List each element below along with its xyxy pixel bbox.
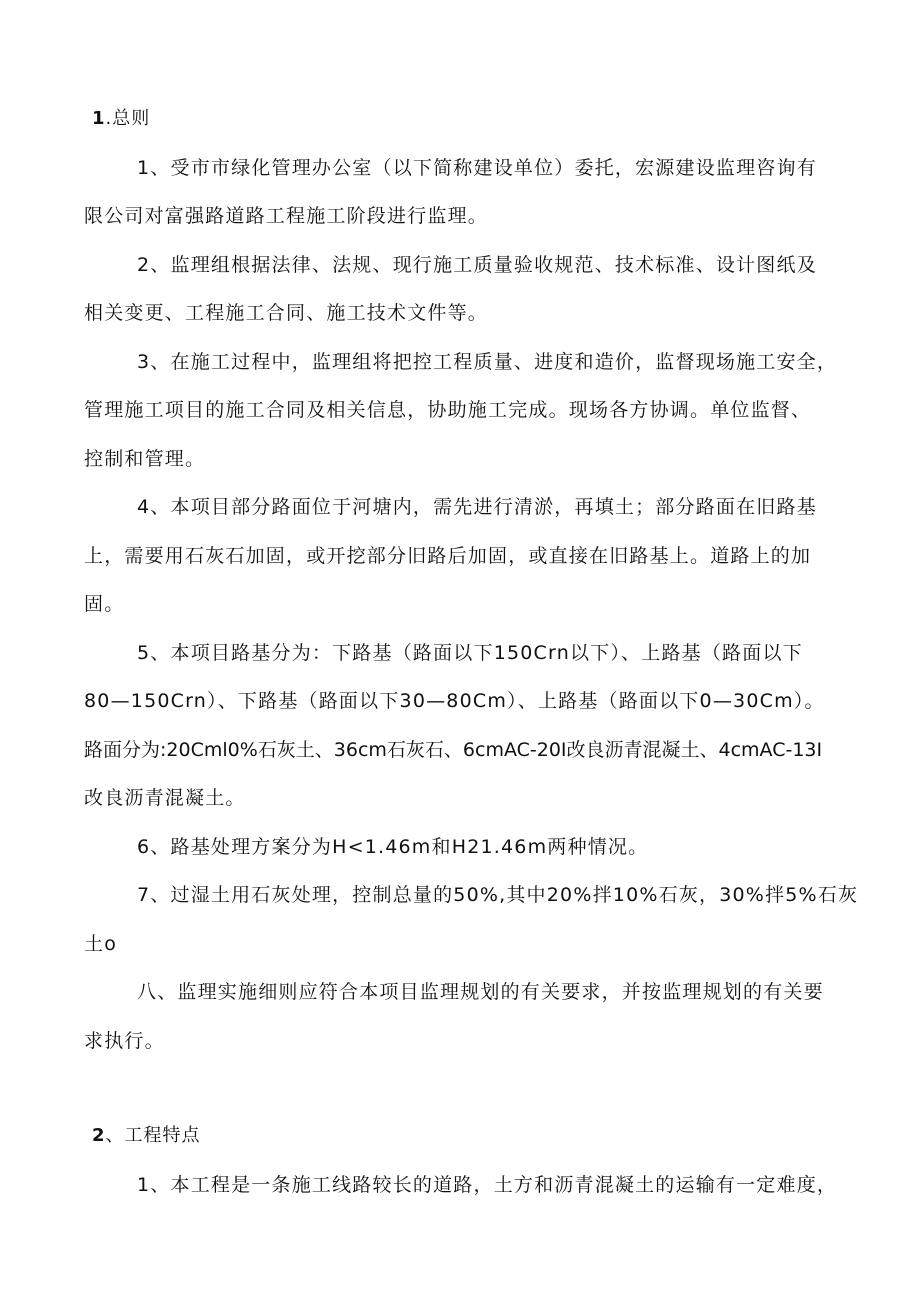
paragraph-line: 限公司对富强路道路工程施工阶段进行监理。	[84, 205, 489, 227]
paragraph-line: 固。	[84, 593, 125, 615]
paragraph-line: 1、受市市绿化管理办公室（以下简称建设单位）委托，宏源建设监理咨询有	[137, 157, 817, 179]
paragraph-line: 4、本项目部分路面位于河塘内，需先进行清淤，再填土；部分路面在旧路基	[137, 496, 817, 518]
paragraph-line: 八、监理实施细则应符合本项目监理规划的有关要求，并按监理规划的有关要	[137, 981, 824, 1003]
paragraph-line: 3、在施工过程中，监理组将把控工程质量、进度和造价，监督现场施工安全，	[137, 351, 838, 373]
paragraph-line: 土o	[84, 933, 118, 955]
paragraph-line: 6、路基处理方案分为H<1.46m和H21.46m两种情况。	[137, 836, 649, 858]
paragraph-line: 相关变更、工程施工合同、施工技术文件等。	[84, 302, 489, 324]
paragraph-line: 1、本工程是一条施工线路较长的道路，土方和沥青混凝土的运输有一定难度，	[137, 1174, 838, 1196]
paragraph-line: 80—150Crn）、下路基（路面以下30—80Cm）、上路基（路面以下0—30Cm）。	[84, 690, 825, 712]
section-1-heading	[92, 106, 150, 132]
paragraph-line: 上，需要用石灰石加固，或开挖部分旧路后加固，或直接在旧路基上。道路上的加	[84, 545, 812, 567]
section-1-title: .总则	[105, 108, 151, 129]
paragraph-line: 改良沥青混凝土。	[84, 787, 246, 809]
paragraph-line: 路面分为:20Cml0%石灰土、36cm石灰石、6cmAC-20I改良沥青混凝土、4cmAC-13I	[84, 739, 823, 761]
paragraph-line: 2、监理组根据法律、法规、现行施工质量验收规范、技术标准、设计图纸及	[137, 254, 817, 276]
paragraph-line: 管理施工项目的施工合同及相关信息，协助施工完成。现场各方协调。单位监督、	[84, 399, 812, 421]
section-1-number: 1	[92, 108, 106, 129]
section-2-heading	[92, 1123, 201, 1149]
paragraph-line: 控制和管理。	[84, 448, 206, 470]
paragraph-line: 求执行。	[84, 1030, 165, 1052]
paragraph-line: 5、本项目路基分为：下路基（路面以下150Crn以下）、上路基（路面以下	[137, 642, 803, 664]
section-2-title: 、工程特点	[105, 1125, 201, 1146]
section-2-number: 2	[92, 1125, 106, 1146]
paragraph-line: 7、过湿土用石灰处理，控制总量的50%,其中20%拌10%石灰，30%拌5%石灰	[137, 884, 859, 906]
